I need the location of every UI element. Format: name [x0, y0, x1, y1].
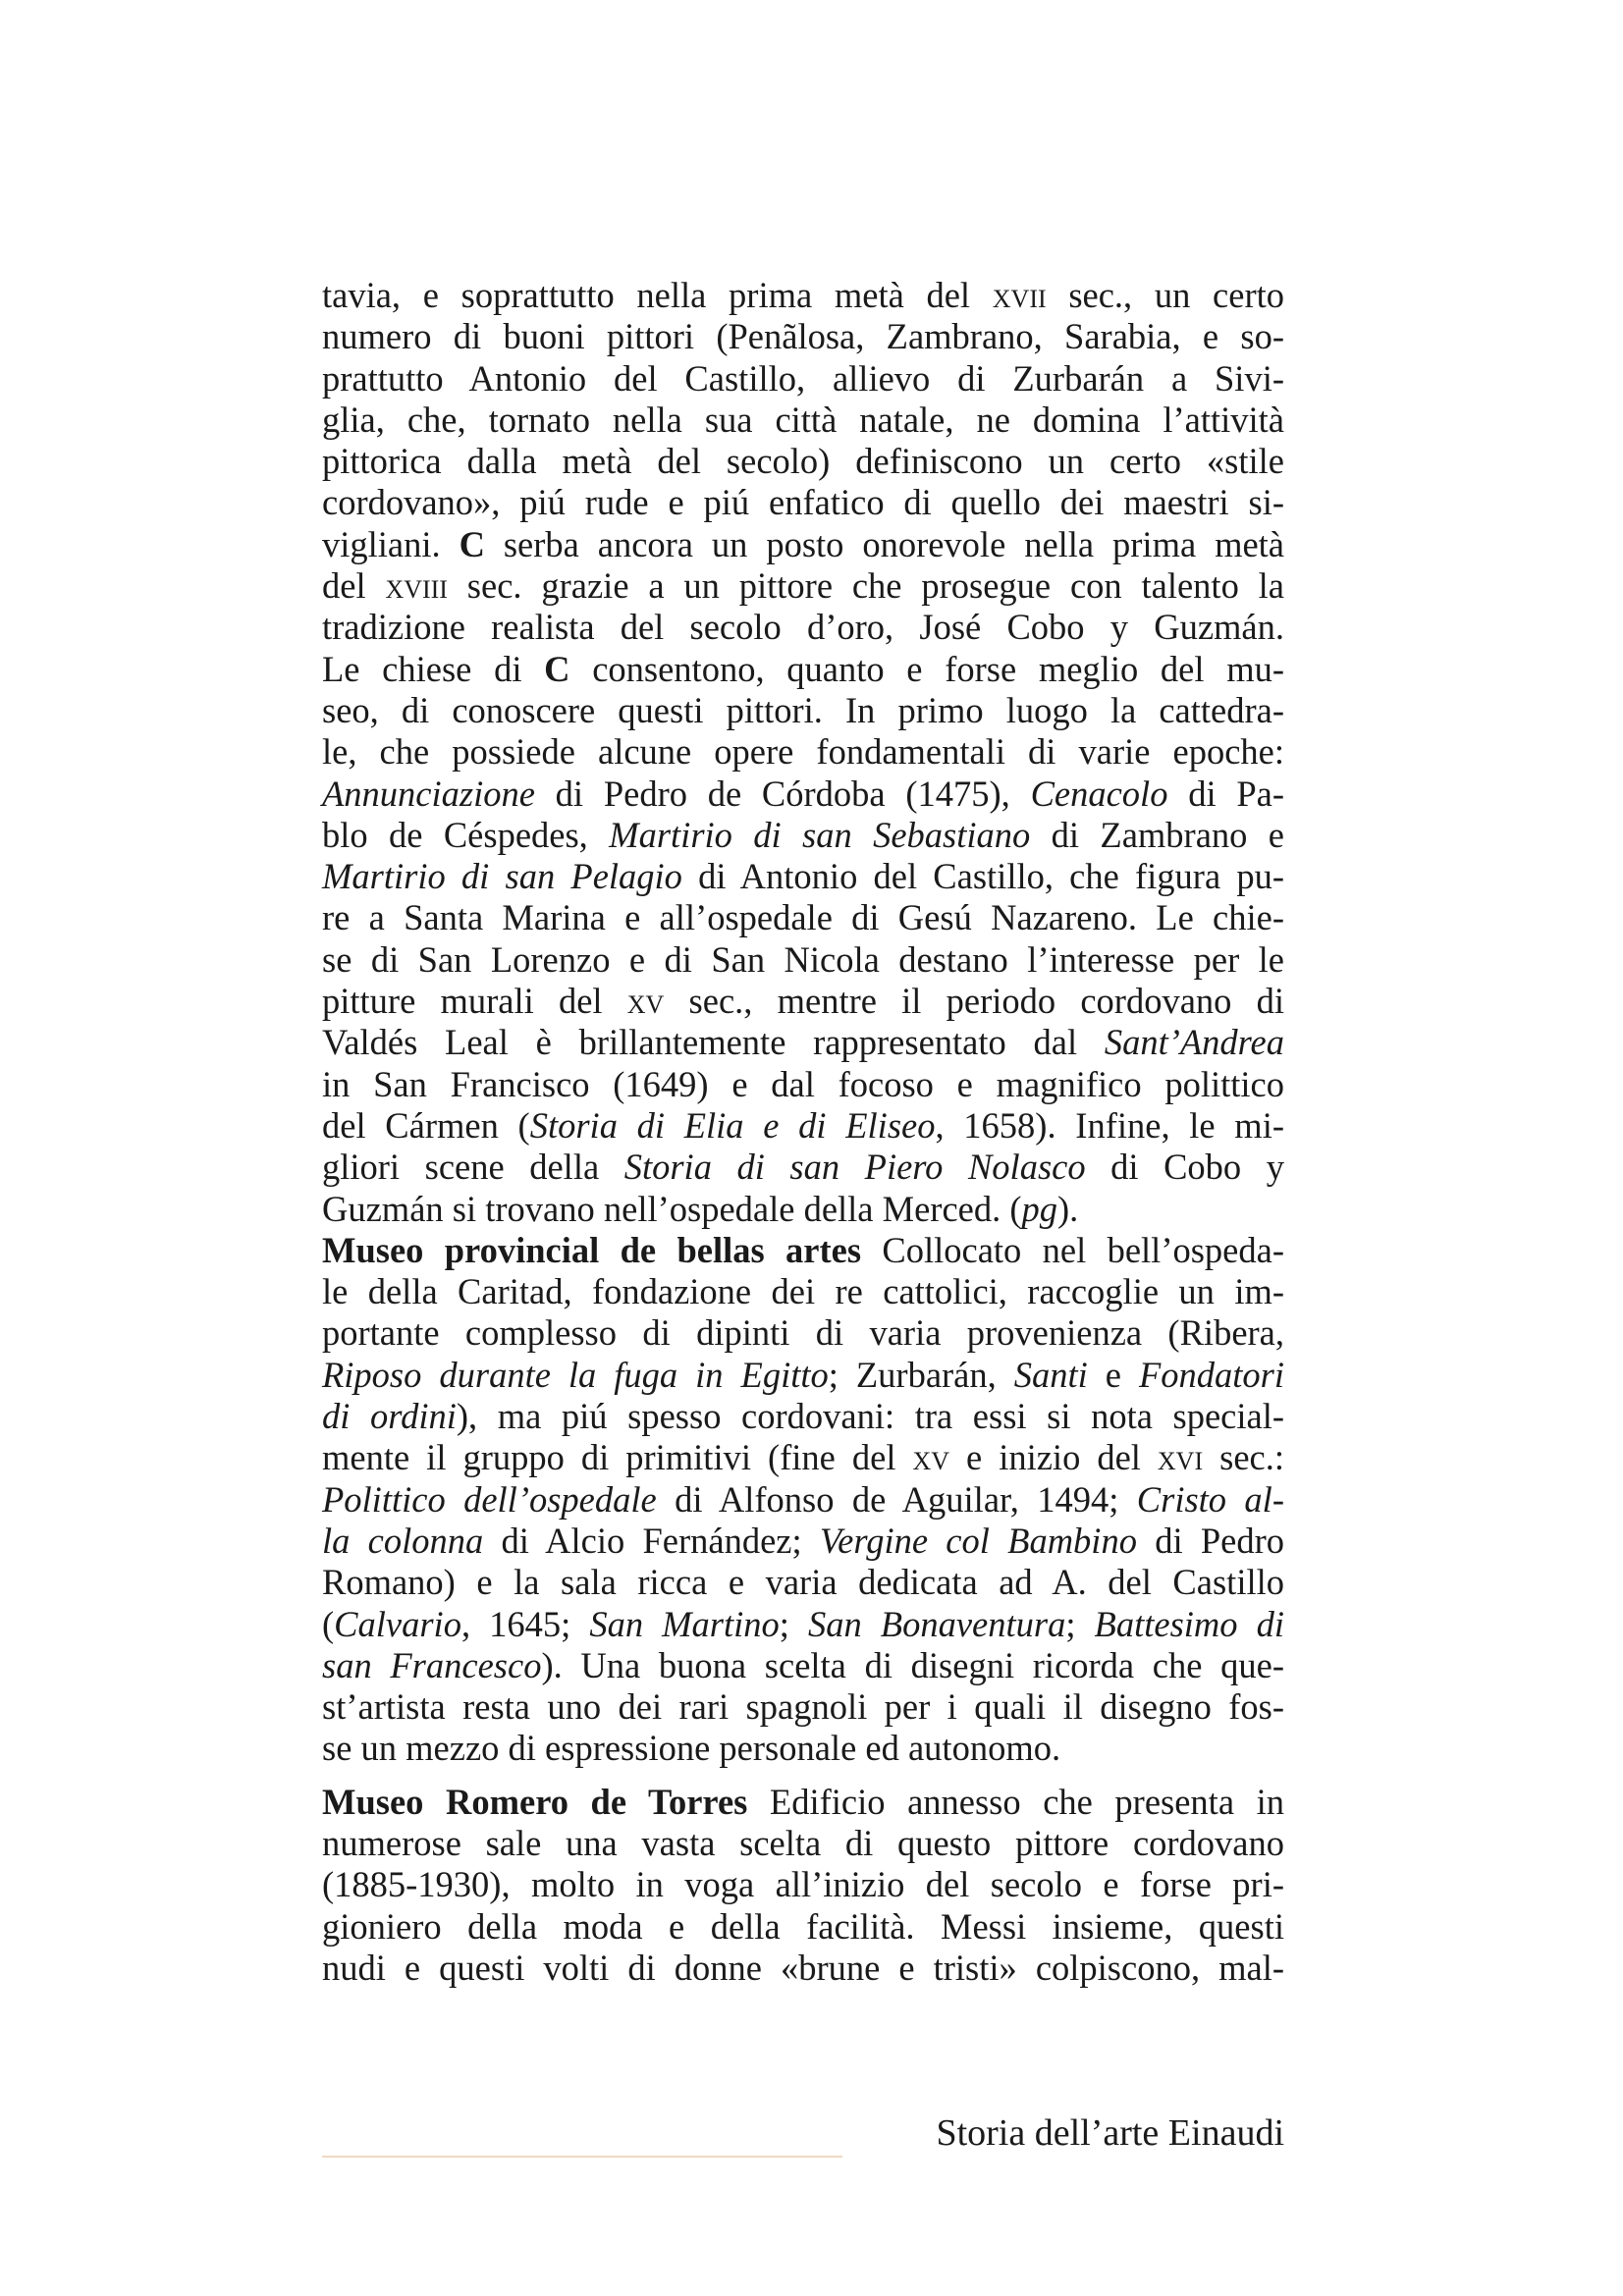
text-line: se di San Lorenzo e di San Nicola destano l’interesse per le	[322, 938, 1284, 980]
text-line: mente il gruppo di primitivi (fine del xv e inizio del xvi sec.:	[322, 1437, 1284, 1478]
section-heading: Museo provincial de bellas artes	[322, 1229, 862, 1270]
text-line: pittorica dalla metà del secolo) definiscono un certo «stile	[322, 441, 1284, 482]
text-line: prattutto Antonio del Castillo, allievo di Zurbarán a Sivi-	[322, 357, 1284, 399]
body-text	[322, 275, 1284, 1989]
text-line: pitture murali del xv sec., mentre il periodo cordovano di	[322, 981, 1285, 1022]
text-line: la colonna di Alcio Fernández; Vergine col Bambino di Pedro	[322, 1520, 1285, 1561]
footer-title: Storia dell’arte Einaudi	[936, 2112, 1284, 2154]
text-line: Polittico dell’ospedale di Alfonso de Aguilar, 1494; Cristo al-	[322, 1478, 1284, 1520]
text-line: numero di buoni pittori (Penãlosa, Zambrano, Sarabia, e so-	[322, 316, 1284, 357]
text-line: seo, di conoscere questi pittori. In primo luogo la cattedra-	[322, 689, 1284, 730]
page-footer	[322, 2109, 1284, 2158]
text-line: Valdés Leal è brillantemente rappresentato dal Sant’Andrea	[322, 1022, 1284, 1063]
text-line: Museo provincial de bellas artes Collocato nel bell’ospeda-	[322, 1229, 1284, 1270]
text-line: tavia, e soprattutto nella prima metà del xvii sec., un certo	[322, 275, 1284, 315]
text-line: nudi e questi volti di donne «brune e tristi» colpiscono, mal-	[322, 1947, 1284, 1988]
text-line: in San Francisco (1649) e dal focoso e magnifico polittico	[322, 1063, 1284, 1104]
text-line: gliori scene della Storia di san Piero Nolasco di Cobo y	[322, 1147, 1284, 1188]
text-line: (Calvario, 1645; San Martino; San Bonaventura; Battesimo di	[322, 1603, 1284, 1644]
text-line: Romano) e la sala ricca e varia dedicata ad A. del Castillo	[322, 1562, 1284, 1603]
text-line: Museo Romero de Torres Edificio annesso che presenta in	[322, 1781, 1284, 1822]
paragraph-cordoba-painters	[322, 275, 1284, 1230]
text-line: del xviii sec. grazie a un pittore che prosegue con talento la	[322, 565, 1284, 607]
text-line: vigliani. C serba ancora un posto onorevole nella prima metà	[322, 523, 1285, 564]
text-line: gioniero della moda e della facilità. Messi insieme, questi	[322, 1905, 1284, 1947]
text-line: se un mezzo di espressione personale ed autonomo.	[322, 1728, 1061, 1769]
text-line: portante complesso di dipinti di varia provenienza (Ribera,	[322, 1312, 1284, 1354]
text-line: blo de Céspedes, Martirio di san Sebastiano di Zambrano e	[322, 814, 1284, 855]
text-line: le della Caritad, fondazione dei re cattolici, raccoglie un im-	[322, 1271, 1284, 1312]
text-line: numerose sale una vasta scelta di questo pittore cordovano	[322, 1822, 1284, 1863]
paragraph-museo-romero	[322, 1782, 1284, 1989]
text-line: del Cármen (Storia di Elia e di Eliseo, 1658). Infine, le mi-	[322, 1104, 1284, 1146]
text-line: Riposo durante la fuga in Egitto; Zurbarán, Santi e Fondatori	[322, 1354, 1285, 1395]
text-line: re a Santa Marina e all’ospedale di Gesú Nazareno. Le chie-	[322, 897, 1284, 938]
text-line: san Francesco). Una buona scelta di disegni ricorda che que-	[322, 1644, 1285, 1685]
text-line: (1885-1930), molto in voga all’inizio del secolo e forse pri-	[322, 1864, 1284, 1905]
section-heading: Museo Romero de Torres	[322, 1781, 748, 1822]
text-line: di ordini), ma piú spesso cordovani: tra essi si nota special-	[322, 1396, 1285, 1437]
text-line: Guzmán si trovano nell’ospedale della Merced. (pg).	[322, 1188, 1079, 1229]
text-line: le, che possiede alcune opere fondamentali di varie epoche:	[322, 731, 1284, 773]
text-line: st’artista resta uno dei rari spagnoli per i quali il disegno fos-	[322, 1686, 1284, 1728]
footer-rule	[322, 2156, 842, 2158]
paragraph-gap	[322, 1770, 1284, 1782]
text-line: tradizione realista del secolo d’oro, José Cobo y Guzmán.	[322, 607, 1284, 648]
text-line: Le chiese di C consentono, quanto e forse meglio del mu-	[322, 648, 1284, 689]
text-line: Annunciazione di Pedro de Córdoba (1475), Cenacolo di Pa-	[322, 773, 1284, 814]
text-line: Martirio di san Pelagio di Antonio del Castillo, che figura pu-	[322, 856, 1284, 897]
paragraph-museo-provincial	[322, 1230, 1284, 1770]
text-line: glia, che, tornato nella sua città natale, ne domina l’attività	[322, 399, 1284, 440]
text-line: cordovano», piú rude e piú enfatico di quello dei maestri si-	[322, 482, 1284, 523]
